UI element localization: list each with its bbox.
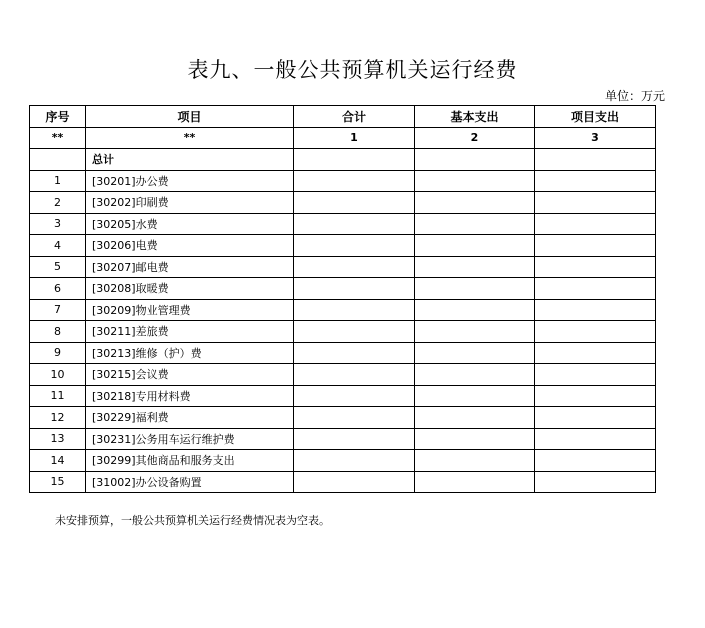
- table-row: [30, 170, 656, 192]
- header-row: [30, 106, 656, 128]
- code-total: 1: [294, 127, 415, 149]
- project-cell: [535, 192, 656, 214]
- total-cell: [294, 364, 415, 386]
- total-cell: [294, 450, 415, 472]
- seq-cell: 15: [30, 471, 86, 493]
- seq-cell: 8: [30, 321, 86, 343]
- total-cell: [294, 428, 415, 450]
- unit-label: 单位：万元: [604, 89, 665, 103]
- seq-cell: 10: [30, 364, 86, 386]
- item-cell: [30201]办公费: [86, 170, 294, 192]
- basic-cell: [415, 278, 535, 300]
- table-row: [30, 428, 656, 450]
- basic-cell: [415, 407, 535, 429]
- seq-cell: 1: [30, 170, 86, 192]
- total-cell: [294, 256, 415, 278]
- item-cell: [30208]取暖费: [86, 278, 294, 300]
- total-cell: [294, 278, 415, 300]
- header-item: 项目: [86, 106, 294, 128]
- code-row: [30, 127, 656, 149]
- total-cell: [294, 170, 415, 192]
- item-cell: [30215]会议费: [86, 364, 294, 386]
- project-cell: [535, 278, 656, 300]
- table-row: [30, 385, 656, 407]
- expense-table: [29, 105, 656, 493]
- total-cell: [294, 407, 415, 429]
- table-row: [30, 299, 656, 321]
- header-seq: 序号: [30, 106, 86, 128]
- project-cell: [535, 170, 656, 192]
- total-cell: [294, 471, 415, 493]
- item-cell: [30205]水费: [86, 213, 294, 235]
- basic-cell: [415, 385, 535, 407]
- table-row: [30, 364, 656, 386]
- total-cell: [294, 235, 415, 257]
- project-cell: [535, 256, 656, 278]
- seq-cell: 4: [30, 235, 86, 257]
- item-cell: [30299]其他商品和服务支出: [86, 450, 294, 472]
- header-total: 合计: [294, 106, 415, 128]
- basic-cell: [415, 450, 535, 472]
- project-cell: [535, 364, 656, 386]
- table-row: [30, 256, 656, 278]
- item-cell: [30206]电费: [86, 235, 294, 257]
- footnote: 未安排预算，一般公共预算机关运行经费情况表为空表。: [55, 514, 330, 527]
- code-seq: **: [30, 127, 86, 149]
- table-row: [30, 407, 656, 429]
- code-project: 3: [535, 127, 656, 149]
- item-cell: [30229]福利费: [86, 407, 294, 429]
- table-row: [30, 321, 656, 343]
- seq-cell: 6: [30, 278, 86, 300]
- header-basic: 基本支出: [415, 106, 535, 128]
- table-row: [30, 213, 656, 235]
- total-cell: [294, 321, 415, 343]
- seq-cell: 2: [30, 192, 86, 214]
- seq-cell: 5: [30, 256, 86, 278]
- seq-cell: 7: [30, 299, 86, 321]
- basic-cell: [415, 364, 535, 386]
- item-cell: [31002]办公设备购置: [86, 471, 294, 493]
- item-cell: [30202]印刷费: [86, 192, 294, 214]
- total-cell: [294, 192, 415, 214]
- total-cell: [294, 385, 415, 407]
- code-item: **: [86, 127, 294, 149]
- item-cell: [30211]差旅费: [86, 321, 294, 343]
- project-cell: [535, 321, 656, 343]
- basic-cell: [415, 235, 535, 257]
- basic-cell: [415, 170, 535, 192]
- project-cell: [535, 428, 656, 450]
- table-row: [30, 192, 656, 214]
- project-cell: [535, 299, 656, 321]
- seq-cell: 3: [30, 213, 86, 235]
- basic-cell: [415, 256, 535, 278]
- basic-cell: [415, 321, 535, 343]
- project-cell: [535, 471, 656, 493]
- item-cell: 总计: [86, 149, 294, 171]
- basic-cell: [415, 149, 535, 171]
- table-row: [30, 450, 656, 472]
- project-cell: [535, 385, 656, 407]
- basic-cell: [415, 342, 535, 364]
- seq-cell: [30, 149, 86, 171]
- seq-cell: 11: [30, 385, 86, 407]
- basic-cell: [415, 213, 535, 235]
- header-project: 项目支出: [535, 106, 656, 128]
- total-cell: [294, 342, 415, 364]
- seq-cell: 14: [30, 450, 86, 472]
- project-cell: [535, 342, 656, 364]
- project-cell: [535, 235, 656, 257]
- basic-cell: [415, 471, 535, 493]
- seq-cell: 12: [30, 407, 86, 429]
- total-cell: [294, 213, 415, 235]
- seq-cell: 9: [30, 342, 86, 364]
- table-row: [30, 278, 656, 300]
- item-cell: [30207]邮电费: [86, 256, 294, 278]
- project-cell: [535, 407, 656, 429]
- basic-cell: [415, 192, 535, 214]
- page-title: 表九、一般公共预算机关运行经费: [187, 58, 518, 82]
- project-cell: [535, 213, 656, 235]
- total-cell: [294, 149, 415, 171]
- seq-cell: 13: [30, 428, 86, 450]
- basic-cell: [415, 299, 535, 321]
- item-cell: [30231]公务用车运行维护费: [86, 428, 294, 450]
- item-cell: [30213]维修（护）费: [86, 342, 294, 364]
- table-row: [30, 471, 656, 493]
- total-cell: [294, 299, 415, 321]
- table-row: [30, 235, 656, 257]
- project-cell: [535, 149, 656, 171]
- item-cell: [30209]物业管理费: [86, 299, 294, 321]
- item-cell: [30218]专用材料费: [86, 385, 294, 407]
- code-basic: 2: [415, 127, 535, 149]
- table-row: [30, 342, 656, 364]
- project-cell: [535, 450, 656, 472]
- basic-cell: [415, 428, 535, 450]
- total-row: [30, 149, 656, 171]
